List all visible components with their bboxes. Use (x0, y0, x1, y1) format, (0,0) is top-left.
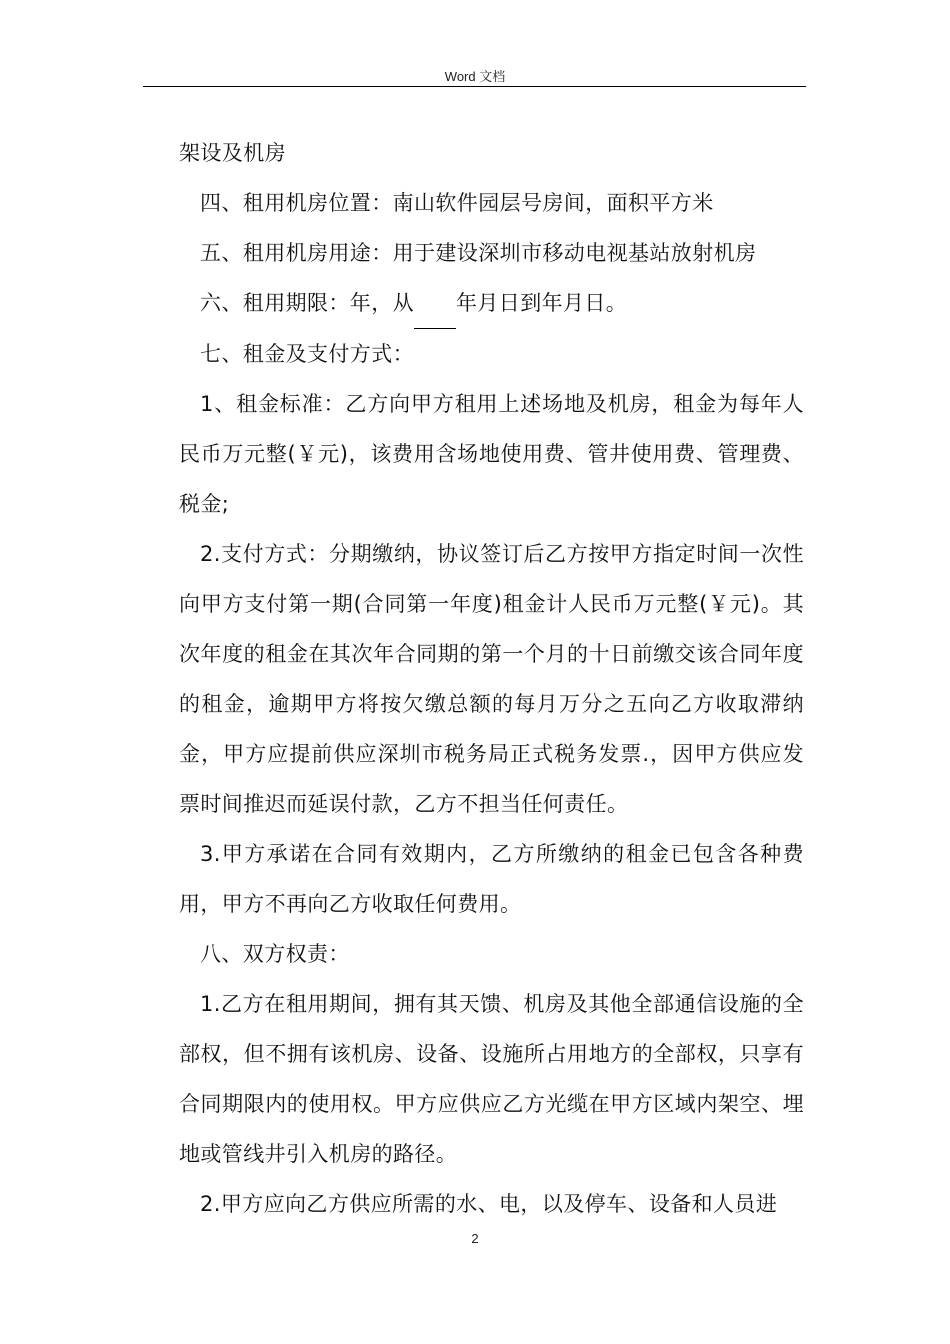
paragraph-rights-2: 2.甲方应向乙方供应所需的水、电，以及停车、设备和人员进 (200, 1192, 778, 1216)
paragraph-fee-commitment: 3.甲方承诺在合同有效期内，乙方所缴纳的租金已包含各种费用，甲方不再向乙方收取任何费用。 (179, 842, 804, 916)
page-header: Word 文档 (444, 69, 506, 84)
paragraph-section-4: 四、租用机房位置：南山软件园层号房间，面积平方米 (200, 191, 714, 215)
page-number: 2 (471, 1231, 479, 1246)
section-6-prefix: 六、租用期限：年，从 (200, 291, 414, 315)
paragraph-rights-1: 1.乙方在租用期间，拥有其天馈、机房及其他全部通信设施的全部权，但不拥有该机房、设备、设施所占用地方的全部权，只享有合同期限内的使用权。甲方应供应乙方光缆在甲方区域内架空、埋地或管线井引入机房的路径。 (179, 992, 804, 1166)
document-body (179, 128, 804, 1229)
paragraph-section-6 (179, 278, 804, 329)
paragraph-section-7: 七、租金及支付方式： (200, 342, 414, 366)
paragraph-payment-method: 2.支付方式：分期缴纳，协议签订后乙方按甲方指定时间一次性向甲方支付第一期(合同第一年度)租金计人民币万元整(￥元)。其次年度的租金在其次年合同期的第一个月的十日前缴交该合同年度的租金，逾期甲方将按欠缴总额的每月万分之五向乙方收取滞纳金，甲方应提前供应深圳市税务局正式税务发票.，因甲方供应发票时间推迟而延误付款，乙方不担当任何责任。 (179, 542, 804, 816)
paragraph-section-8: 八、双方权责： (200, 942, 350, 966)
paragraph-continuation: 架设及机房 (179, 141, 286, 165)
section-6-suffix: 年月日到年月日。 (456, 291, 628, 315)
paragraph-section-5: 五、租用机房用途：用于建设深圳市移动电视基站放射机房 (200, 241, 757, 265)
blank-underline (414, 278, 456, 329)
paragraph-rent-standard: 1、租金标准：乙方向甲方租用上述场地及机房，租金为每年人民币万元整(￥元)，该费用含场地使用费、管井使用费、管理费、税金; (179, 392, 804, 516)
header-divider (143, 86, 806, 87)
